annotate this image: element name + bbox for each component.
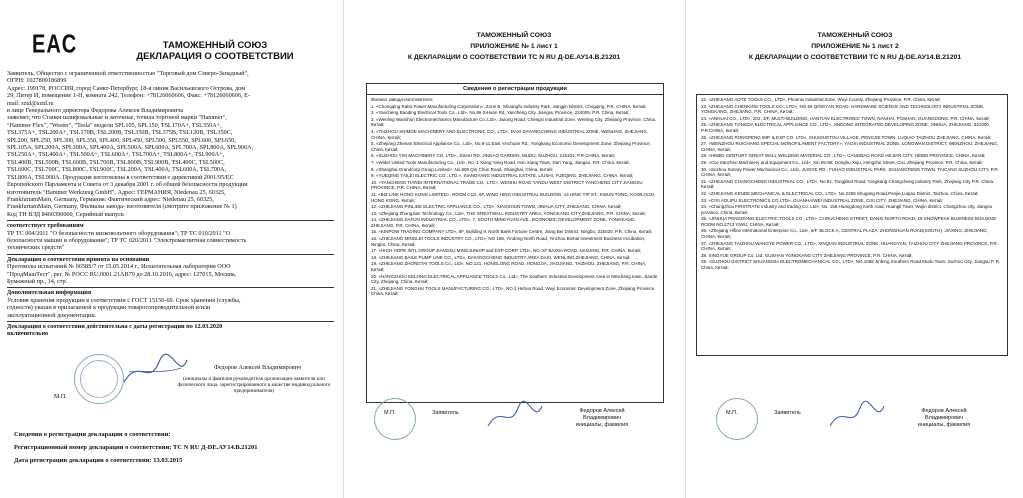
list-item: 7. «Wider United Tools Manufacturing Co., Ltd», No. 1 Xiang Yang Road, Hou Xiang Town, Dan Yang, Jiangsu, P.R. China, Китай; [371,159,630,165]
appendix-header: ТАМОЖЕННЫЙ СОЮЗ ПРИЛОЖЕНИЕ № 1 лист 1 К ДЕКЛАРАЦИИ О СООТВЕТСТВИИ ТС N RU Д-DE.АУ14.В.21201 [407,32,621,61]
list-item: 38. XINGYUE GROUP Co. Ltd, GUSHAN YONGKANG CITY ZHEJIANG PROVINCE, P.R. CHINA, Китай; [701,252,913,258]
list-item: 19. «ZHEJIANG ZHONGTAI TOOLS Co., Ltd», NO.121, HONGLONG ROAD, HONGJIA, JIAOJIANG, TAIZHOU, ZHEJIANG, P.R. CHINA, Китай; [371,261,647,273]
requirements-label: соответствует требованиям [7,222,84,230]
list-item: 5. «Zhejiang Zhenan Electrical Appliance Co., Ltd», No.9-11 East Yinchuan Rd., Yongkang Economic Development Zone, Zhejiang Province, China, Китай; [371,141,651,152]
list-item: 35. «JINHUA PENGDONG ELECTRIC TOOLS CO., LTD», CHOUCHENG STREET, DANXI NORTH ROAD, 18 SNOWPEAK BUSINESS BUILDING ROOM NO.2713 YIWU, CHINA, Китай; [701,216,997,227]
list-item: 25. «ZHEJIANG TONGDA ELECTRICAL APPLIANCE CO., LTD», JINDONG INTEGRATED DEVELOPING ZONE, JINHUA, ZHEJIANG, 321000 P.R.CHINA, Китай; [701,122,989,133]
list-item: 28. «HEBEI CENTURY GREAT WALL WELDING MATERIAL CO., LTD», CANGBAO ROAD HEJIAN CITY, HEBEI PROVINCE, CHINA, Китай; [701,153,986,159]
list-item: 10. «YANCHENG TIANDI INTERNATIONAL TRADE CO., LTD», WENHU ROAD YANDU WEST DISTRICT YANCHENG CITY JIANGSU PROVINCE, P.R. CHINA, Китай; [371,179,643,191]
eac-mark: EAC [32,30,78,60]
appendix-sheet-2 [685,0,1023,498]
stamp-seal [716,398,758,440]
signer-caption: (инициалы и фамилия руководителя организации-заявителя или физического лица, зарегистрированного в качестве индивидуального предпринимателя) [177,376,331,394]
list-item: 27. «WENZHOU RUICHANG SPECIAL MONOFILAMENT FACTORY», YAOXI INDUSTRIAL ZONE, LONGWAN DISTRICT, WENZHOU, ZHEJIANG, CHINA, Китай; [701,141,999,152]
list-item: 37. «ZHEJIANG TAIZHOU WANGYE POWER CO., LTD», XINQIAN INDUSTRIAL ZONE, HUANGYAN, TAIZHOU CITY ZHEJIANG PROVINCE, P.R. CHINA, Китай; [701,240,999,252]
list-item: 16. «ZHEJIANG MINGLEI TOOLS INDUSTRY CO., LTD», NO 186, Yindong North Road, Yinzhou Binhai Investment Business Incubation, Ningbo, China, Китай; [371,236,646,247]
list-item: 18. «ZHEJIANG BAILE PUMP LINE CO., LTD», DAYANGCHENG INDUSTRY AREA DAXI, WENLING,ZHEJIANG, CHINA, Китай; [371,254,631,260]
signature-icon [826,400,886,434]
list-item: 8. «Shanghai Grandcorp Group Limited», No.808 Qin Chun Road, Shanghai, China, Китай; [371,166,554,172]
list-item: 14. «ZHEJIANG SAFUN INDUSTRIAL CO., LTD», 7, SOUTH MINGYUAN AVE., ECONOMIC DEVELOPMENT ZONE, YONGKANG, ZHEJIANG, P.R. CHINA, Китай; [371,217,636,228]
list-item: 6. «SUZHOU YISI MACHINERY CO. LTD», JISHU RD. JINGAO GARDEN, MUDU, SUZHOU, 215101, P.R.CHINA, Китай; [371,153,616,159]
appendix-sheet-1 [343,0,684,498]
declaration-header: ТАМОЖЕННЫЙ СОЮЗ ДЕКЛАРАЦИЯ О СООТВЕТСТВИИ [136,40,294,62]
validity-line: Декларация о соответствии действительна с даты регистрации по 12.03.2020 [7,323,223,330]
list-item: 30. «Suzhou Sunray Power Mechanical Co., Ltd», JIANYE RD., FUHAO INDUSTRIAL PARK, SHUANGFENG TOWN, TAICANG SUZHOU CITY, P.R. CHINA, Китай; [701,166,999,178]
list-item: 39. «SUZHOU DISTRICT SHUANGMA ELECTROMECHANICAL CO., LTD», NO.1066 Jinfeng Southern Road Mudu Town, Suzhou City, Jiangsu P. R. China, Китай; [701,259,1001,271]
manufacturer-table: Сведения о регистрации продукции Филиал завода-изготовителя: 1. «Chongqing Ratto Power Manufacturing Corporation», Zone B, Shuangfu Industry Park, Jiangjin District, Chogqing, P.R. CHINA, Китай; 2. «Yancheng Baoding Electrical Tools Co., Ltd», No.86 XiHuan Rd, Yancheng City, Jiangsu Province, 224005, P.R. China, Китай; 3. «Wenling Wanshun Electromechanics Manufacture Co.,Ltd», Jiulong Road, Chengxi Industrial Zone, Wenling City, Zhejiang Province, China, Китай; 4. «TAIZHOU SHIMGE MACHINERY AND ELECTRONIC CO., LTD», DAXI DAYANGCHENG INDUSTRIAL ZONE, WENLING, ZHEJIANG, CHINA, Китай; 5. «Zhejiang Zhenan Electrical Appliance Co., Ltd», No.9-11 East Yinchuan Rd., Yongkang Economic Development Zone, Zhejiang Province, China, Китай; 6. «SUZHOU YISI MACHINERY CO. LTD», JISHU RD. JINGAO GARDEN, MUDU, SUZHOU, 215101, P.R.CHINA, Китай; 7. «Wider United Tools Manufacturing Co., Ltd», No. 1 Xiang Yang Road, Hou Xiang Town, Dan Yang, Jiangsu, P.R. China, Китай; 8. «Shanghai Grandcorp Group Limited», No.808 Qin Chun Road, Shanghai, China, Китай; 9. «YUEQING TAILEI ELECTRIC CO., LTD.», XIANGYANG INDUSTRIAL ESTATE, LIUSHI, YUEQING, ZHEJIANG, CHINA, Китай; 10. «YANCHENG TIANDI INTERNATIONAL TRADE CO., LTD», WENHU ROAD YANDU WEST DISTRICT YANCHENG CITY JIANGSU PROVINCE, P.R. CHINA, Китай; 11. «BIZ LINK HONG KONG LIMITED», ROOM C1D, 6F, WING HING INDUSTRIAL BUILDING, 14 HING YIP ST., KWUN TONG, KOWLOON, HONG KONG, Китай; 12. «ZHEJIANG PINLIDE ELECTRIC APPLIANCE CO., LTD», XIAOSHUN TOWN, JINHUA CITY, ZHEJIANG, CHINA, Китай; 13. «Zhejiang ZhongJian Technology Co., Ltd», THE GREATWALL INDUSTRY AREA, YONGKANG CITY,ZHEJIANG, P.R. CHINA, Китай; 14. «ZHEJIANG SAFUN INDUSTRIAL CO., LTD», 7, SOUTH MINGYUAN AVE., ECONOMIC DEVELOPMENT ZONE, YONGKANG, ZHEJIANG, P.R. CHINA, Китай; 15. «KINPOW TRADING COMPANY LTD», 8F, Building 9, North Bank Fortune Centre, Jiang Bei District, Ningbo, 315020, P.R. China, Китай; 16. «ZHEJIANG MINGLEI TOOLS INDUSTRY CO., LTD», NO 186, Yindong North Road, Yinzhou Binhai Investment Business Incubation, Ningbo, China, Китай; 17. «HIGH HOPE INTL GROUP JIANGSU MINGJUNHIP and EXP CORP. LTD», NO. 87 BAIXIA ROAD, NANJING, P.R. CHINA, Китай; 18. «ZHEJIANG BAILE PUMP LINE CO., LTD», DAYANGCHENG INDUSTRY AREA DAXI, WENLING,ZHEJIANG, CHINA, Китай; 19. «ZHEJIANG ZHONGTAI TOOLS Co., Ltd», NO.121, HONGLONG ROAD, HONGJIA, JIAOJIANG, TAIZHOU, ZHEJIANG, P.R. CHINA, Китай; 20. «HANGZHOU KELONG ELECTRICAL APPLIANCE TOOLS Co., Ltd», The Southern Industrial Development Area in Meichang town, Jiande City, Zhejiang, China, Китай; 21. «ZHEJIANG YONGHU TOOLS MANUFACTURING CO., LTD», NO.2 Hehua Road, Wuyi Economic Development Zone, Zhejiang Province, China, Китай; [366,83,664,403]
list-item: 13. «Zhejiang ZhongJian Technology Co., Ltd», THE GREATWALL INDUSTRY AREA, YONGKANG CITY,ZHEJIANG, P.R. CHINA, Китай; [371,210,646,216]
declaration-body: Заявитель, Общество с ограниченной ответственностью "Торговый дом Северо-Западный", ОГРН: 1027809186899 Адрес: 199178, РОССИЯ, город Санкт-Петербург, 18-я линия Васильевского Острова, дом 29, Литер И, помещение 1-Н, комната 242, Телефон: +78126060606, Факс: +78126060606, E- mail: sztd@sztd.ru в лице Генерального директора Федорова Алексея Владимировича заявляет, что Станки шлифовальные и заточные, точила торговой марки "Hammer", "Hammer Flex", "Wester", "Tesla" модели SPL105, SPL150, TSL170A+, TSL350A+, TSL375A+, TSL200A+, TSL170B, TSL200B, TSL350B, TSL375B, TSL120B, TSL350C, SPL200, SPL250, SPL300, SPL350, SPL400, SPL450, SPL500, SPL550, SPL600, SPL650, SPL105A, SPL200A, SPL300A, SPL400A, SPL500A, SPL600A, SPL700A, SPL800A, SPL900A, TSL250A+, TSL400A+, TSL500A+, TSL600A+, TSL700A+, TSL800A+, TSL900A+, TSL400B, TSL500B, TSL600B, TSL700B, TSL800B, TSL900B, TSL400C, TSL500C, TSL600C, TSL700C, TSL800C, TSL900C, TSL200A, TSL400A, TSL600A, TSL700A, TSL800A, TSL900A. Продукция изготовлена в соответствии с директивой 2001/95/ЕС Европейского Парламента и Совета от 3 декабря 2001 г. об общей безопасности продукции изготовитель "Hammer Werkzeug GmbH", Адрес: ГЕРМАНИЯ, Niedenau 25, 60325, FrankfurtamMain, Germany, Германия. Фактический адрес: Niedenau 25, 60325, FrankfurtamMain, Germany, Филиалы завода- изготовителя (смотрите приложение № 1) Код ТН ВЭД 8460390000, Серийный выпуск соответствует требованиям ТР ТС 004/2011 "О безопасности низковольтного оборудования"; ТР ТС 010/2011 "О безопасности машин и оборудования"; ТР ТС 020/2011 "Электромагнитная совместимость технических средств" Декларация о соответствии принята на основании Протоколы испытаний № 6658S/7 от 15.05.2014 г., Испытательная лаборатория ООО "ПродМашТест", рег. № РОСС RU.0001.21АВ79 до 28.10.2016, адрес: 127015, Москва, Бумажный пр., 14, стр. Дополнительная информация Условия хранения продукции в соответствии с ГОСТ 15150-69. Срок хранения (службы, годности) указан в прилагаемой к продукции товаросопроводительной и/или эксплуатационной документации. Декларация о соответствии действительна с даты регистрации по 12.03.2020 включительно [7,70,334,338]
manufacturer-table [696,94,1008,356]
manufacturer-list: Филиал завода-изготовителя: 1. «Chongqing Ratto Power Manufacturing Corporation», Zone B, Shuangfu Industry Park, Jiangjin District, Chogqing, P.R. CHINA, Китай; 2. «Yancheng Baoding Electrical Tools Co., Ltd», No.86 XiHuan Rd, Yancheng City, Jiangsu Province, 224005, P.R. China, Китай; 3. «Wenling Wanshun Electromechanics Manufacture Co.,Ltd», Jiulong Road, Chengxi Industrial Zone, Wenling City, Zhejiang Province, China, Китай; 4. «TAIZHOU SHIMGE MACHINERY AND ELECTRONIC CO., LTD», DAXI DAYANGCHENG INDUSTRIAL ZONE, WENLING, ZHEJIANG, CHINA, Китай; 5. «Zhejiang Zhenan Electrical Appliance Co., Ltd», No.9-11 East Yinchuan Rd., Yongkang Economic Development Zone, Zhejiang Province, China, Китай; 6. «SUZHOU YISI MACHINERY CO. LTD», JISHU RD. JINGAO GARDEN, MUDU, SUZHOU, 215101, P.R.CHINA, Китай; 7. «Wider United Tools Manufacturing Co., Ltd», No. 1 Xiang Yang Road, Hou Xiang Town, Dan Yang, Jiangsu, P.R. China, Китай; 8. «Shanghai Grandcorp Group Limited», No.808 Qin Chun Road, Shanghai, China, Китай; 9. «YUEQING TAILEI ELECTRIC CO., LTD.», XIANGYANG INDUSTRIAL ESTATE, LIUSHI, YUEQING, ZHEJIANG, CHINA, Китай; 10. «YANCHENG TIANDI INTERNATIONAL TRADE CO., LTD», WENHU ROAD YANDU WEST DISTRICT YANCHENG CITY JIANGSU PROVINCE, P.R. CHINA, Китай; 11. «BIZ LINK HONG KONG LIMITED», ROOM C1D, 6F, WING HING INDUSTRIAL BUILDING, 14 HING YIP ST., KWUN TONG, KOWLOON, HONG KONG, Китай; 12. «ZHEJIANG PINLIDE ELECTRIC APPLIANCE CO., LTD», XIAOSHUN TOWN, JINHUA CITY, ZHEJIANG, CHINA, Китай; 13. «Zhejiang ZhongJian Technology Co., Ltd», THE GREATWALL INDUSTRY AREA, YONGKANG CITY,ZHEJIANG, P.R. CHINA, Китай; 14. «ZHEJIANG SAFUN INDUSTRIAL CO., LTD», 7, SOUTH MINGYUAN AVE., ECONOMIC DEVELOPMENT ZONE, YONGKANG, ZHEJIANG, P.R. CHINA, Китай; 15. «KINPOW TRADING COMPANY LTD», 8F, Building 9, North Bank Fortune Centre, Jiang Bei District, Ningbo, 315020, P.R. China, Китай; 16. «ZHEJIANG MINGLEI TOOLS INDUSTRY CO., LTD», NO 186, Yindong North Road, Yinzhou Binhai Investment Business Incubation, Ningbo, China, Китай; 17. «HIGH HOPE INTL GROUP JIANGSU MINGJUNHIP and EXP CORP. LTD», NO. 87 BAIXIA ROAD, NANJING, P.R. CHINA, Китай; 18. «ZHEJIANG BAILE PUMP LINE CO., LTD», DAYANGCHENG INDUSTRY AREA DAXI, WENLING,ZHEJIANG, CHINA, Китай; 19. «ZHEJIANG ZHONGTAI TOOLS Co., Ltd», NO.121, HONGLONG ROAD, HONGJIA, JIAOJIANG, TAIZHOU, ZHEJIANG, P.R. CHINA, Китай; 20. «HANGZHOU KELONG ELECTRICAL APPLIANCE TOOLS Co., Ltd», The Southern Industrial Development Area in Meichang town, Jiande City, Zhejiang, China, Китай; 21. «ZHEJIANG YONGHU TOOLS MANUFACTURING CO., LTD», NO.2 Hehua Road, Wuyi Economic Development Zone, Zhejiang Province, China, Китай; [371,97,658,297]
registration-info: Сведения о регистрации декларации о соответствии: Регистрационный номер декларации о соответствии: ТС N RU Д-DE.АУ14.В.21201 Дата регистрации декларации о соответствии: 13.03.2015 [14,431,258,464]
appendix-signature: М.П. Заявитель Федоров Алексей Владимирович инициалы, фамилия [344,404,684,474]
stamp-seal [374,398,416,440]
list-item: 20. «HANGZHOU KELONG ELECTRICAL APPLIANCE TOOLS Co., Ltd», The Southern Industrial Development Area in Meichang town, Jiande City, Zhejiang, China, Китай; [371,273,658,285]
list-item: 36. «Zhejiang Hifine International Enterprise Co., Ltd», 6/F. BLOCK A, CENTRAL PLAZA, ZHONGHUAN ROAD(SOUTH), JIAXING, ZHEJIANG, CHINA, Китай; [701,228,988,240]
list-item: 26. «ZHEJIANG RONGPENG IMP. & EXP CO. LTD», SHUIGUETOU VILLAGE, PENGJIE TOWN, LUQIAO TAIZHOU ZHEJIANG, CHINA, Китай; [701,134,992,140]
list-item: 12. «ZHEJIANG PINLIDE ELECTRIC APPLIANCE CO., LTD», XIAOSHUN TOWN, JINHUA CITY, ZHEJIANG, CHINA, Китай; [371,204,622,210]
list-item: 2. «Yancheng Baoding Electrical Tools Co., Ltd», No.86 XiHuan Rd, Yancheng City, Jiangsu Province, 224005, P.R. China, Китай; [371,110,630,116]
signature-icon [484,400,544,434]
list-item: 23. «ZHEJIANG CHENKING TOOLS CO., LTD», NO.55 QINGYAN ROAD, HARDWARE SCIENCE AND TECHNOLOGY INDUSTRIAL ZONE, YONGKANG, ZHEJIANG, P.R. CHINA, Китай; [701,103,985,115]
list-item: 11. «BIZ LINK HONG KONG LIMITED», ROOM C1D, 6F, WING HING INDUSTRIAL BUILDING, 14 HING YIP ST., KWUN TONG, KOWLOON, HONG KONG, Китай; [371,191,655,203]
list-item: 31. «ZHEJIANG CHANGCHENG INDUSTRIAL CO., LTD», No.81, Tongjilind Road, Yongkang Changcheng Industry Park, Zhejiang City P.R. China, Китай; [701,178,995,190]
basis-label: Декларация о соответствии принята на основании [7,255,150,263]
list-item: 24. «ANHUAI CO., LTD», 202, 3/F, MULTI-BUILDING, HANTIAN ELECTRONIC TOWN, NANHAI, FOSHAN, GUANGDONG, P.R. CHINA, Китай; [701,115,990,121]
list-item: 29. «Cixi Sanzhen Machinery and Equipment Co., Ltd», Xin 55-58, Donghu Xiqu, Hengzhe Street, Cixi, Zhejiang Province, P.R. China, Китай; [701,159,983,165]
extra-info-label: Дополнительная информация [7,289,92,297]
list-item: 22. «ZHEJIANG AOTE TOOLS CO., LTD», Phoenix Industrial Zone, Wuyi County, Zhejiang Province, P.R. China, Китай; [701,97,941,102]
list-item: 17. «HIGH HOPE INTL GROUP JIANGSU MINGJUNHIP and EXP CORP. LTD», NO. 87 BAIXIA ROAD, NANJING, P.R. CHINA, Китай; [371,248,642,254]
signature-block: М.П. Федоров Алексей Владимирович (инициалы и фамилия руководителя организации-заявителя или физического лица, зарегистрированного в качестве индивидуального предпринимателя) [14,358,334,418]
manufacturer-list [697,95,1007,274]
list-item: 1. «Chongqing Ratto Power Manufacturing Corporation», Zone B, Shuangfu Industry Park, Jiangjin District, Chogqing, P.R. CHINA, Китай; [371,103,647,109]
list-item: 33. «CIXI AOLIPU ELECTRONICS CO LTD», GUANHAIWEI INDUSTRIAL ZONE, CIXI CITY, ZHEJIANG, CHINA, Китай; [701,197,943,203]
list-item: 34. «Changzhou FIRSTRATE industry and trading Co. Ltd», No. 158,Huangdong north road, Huangli Town, Wujin district, Changzhou city, Jiangsu province, China, Китай; [701,204,993,215]
appendix-header: ТАМОЖЕННЫЙ СОЮЗ ПРИЛОЖЕНИЕ № 1 лист 2 К ДЕКЛАРАЦИИ О СООТВЕТСТВИИ ТС N RU Д-DE.АУ14.В.21201 [748,32,962,61]
list-item: 32. «ZHEJIANG KENDE MECHANICAL & ELECTRICAL CO., LTD», No.2299 Shugang Road,Penjie,Luqiao District, Taizhou, China, Китай; [701,190,979,196]
list-item: 15. «KINPOW TRADING COMPANY LTD», 8F, Building 9, North Bank Fortune Centre, Jiang Bei District, Ningbo, 315020, P.R. China, Китай; [371,229,653,235]
declaration-page [0,0,341,498]
list-item: 4. «TAIZHOU SHIMGE MACHINERY AND ELECTRONIC CO., LTD», DAXI DAYANGCHENG INDUSTRIAL ZONE, WENLING, ZHEJIANG, CHINA, Китай; [371,128,649,140]
list-item: 21. «ZHEJIANG YONGHU TOOLS MANUFACTURING CO., LTD», NO.2 Hehua Road, Wuyi Economic Development Zone, Zhejiang Province, China, Китай; [371,285,656,297]
list-item: 3. «Wenling Wanshun Electromechanics Manufacture Co.,Ltd», Jiulong Road, Chengxi Industrial Zone, Wenling City, Zhejiang Province, China, Китай; [371,116,657,128]
appendix-signature: М.П. Заявитель Федоров Алексей Владимирович инициалы, фамилия [686,404,1023,474]
list-item: 9. «YUEQING TAILEI ELECTRIC CO., LTD.», XIANGYANG INDUSTRIAL ESTATE, LIUSHI, YUEQING, ZHEJIANG, CHINA, Китай; [371,173,634,179]
signer-name: Федоров Алексей Владимирович [214,364,302,371]
